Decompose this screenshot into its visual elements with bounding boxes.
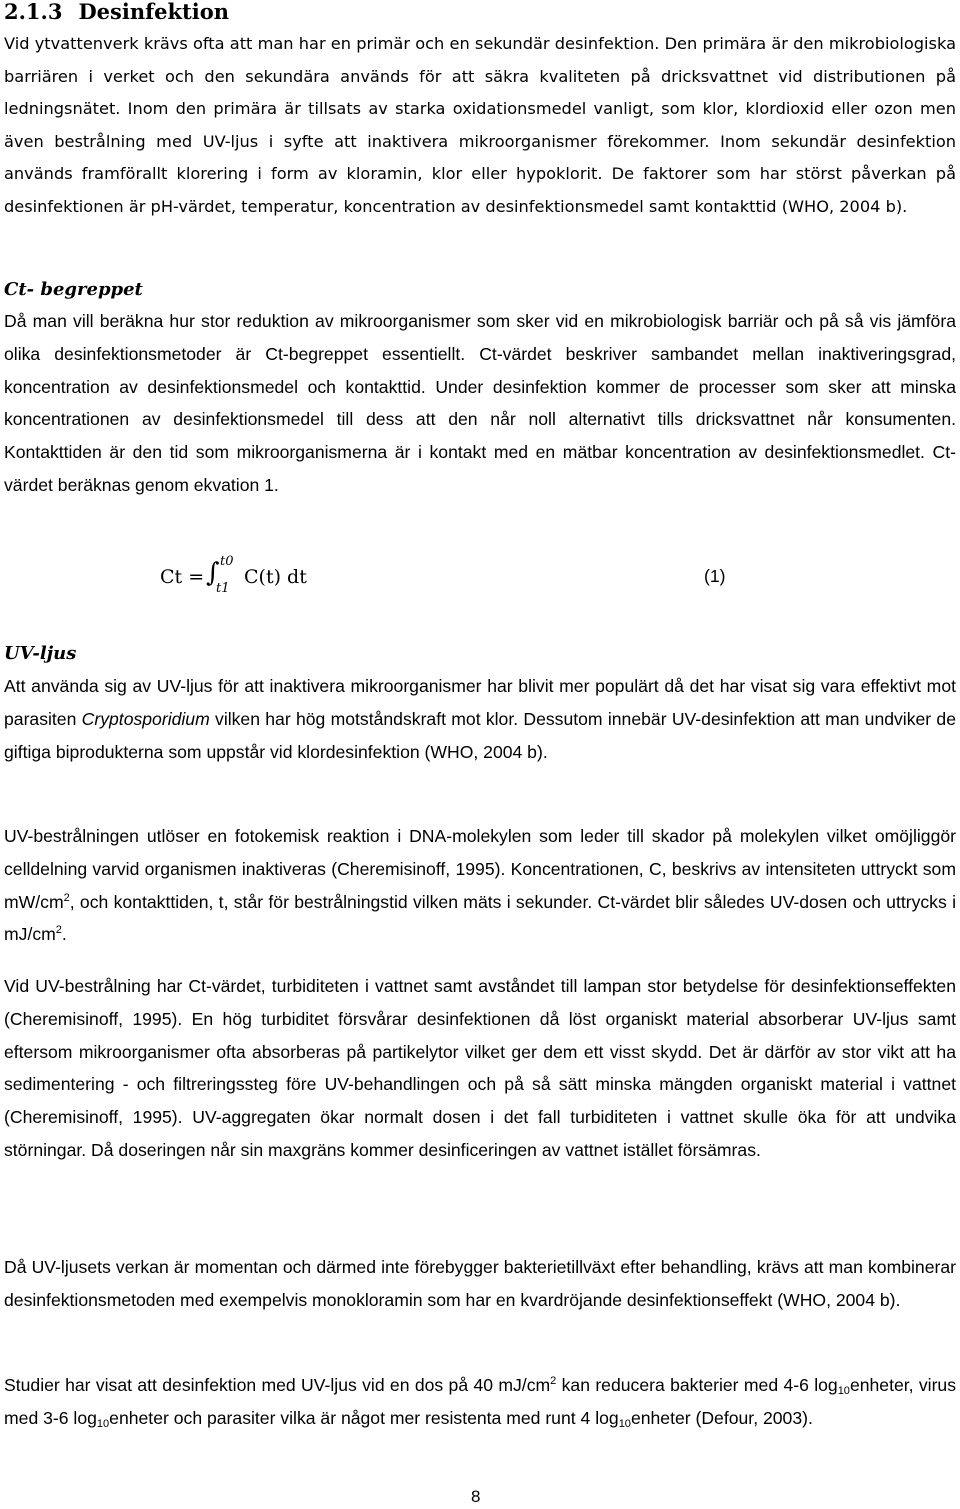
equation-1 <box>160 554 360 604</box>
uv-paragraph-1 <box>4 670 956 768</box>
section-title: Desinfektion <box>78 0 230 24</box>
text-run: kan reducera bakterier med 4-6 log <box>556 1375 838 1395</box>
section-number: 2.1.3 <box>4 0 63 24</box>
uv-paragraph-3: Vid UV-bestrålning har Ct-värdet, turbiditeten i vattnet samt avståndet till lampan stor betydelse för desinfektionseffekten (Cheremisinoff, 1995). En hög turbiditet försvårar desinfektionen då löst organiskt material absorberar UV-ljus samt eftersom mikroorganismer ofta absorberas på partikelytor vilket ger dem ett visst skydd. Det är därför av stor vikt att ha sedimentering - och filtreringssteg före UV-behandlingen och på så sätt minska mängden organiskt material i vattnet (Cheremisinoff, 1995). UV-aggregaten ökar normalt dosen i det fall turbiditeten i vattnet skulle öka för att undvika störningar. Då doseringen når sin maxgräns kommer desinficeringen av vattnet istället försämras. <box>4 976 956 1160</box>
uv-paragraph-5 <box>4 1369 956 1435</box>
superscript: 2 <box>55 924 62 937</box>
section-heading <box>4 0 229 26</box>
text-run: UV-bestrålningen utlöser en fotokemisk reaktion i DNA-molekylen som leder till skador på molekylen vilket omöjliggör celldelning varvid organismen inaktiveras (Cheremisinoff, 1995). Koncentrationen, C, beskrivs av intensiteten uttryckt som mW/cm <box>4 826 956 912</box>
subscript: 10 <box>618 1417 631 1430</box>
superscript: 2 <box>63 891 70 904</box>
ct-paragraph: Då man vill beräkna hur stor reduktion av mikroorganismer som sker vid en mikrobiologisk barriär och på så vis jämföra olika desinfektionsmetoder är Ct-begreppet essentiellt. Ct-värdet beskriver sambandet mellan inaktiveringsgrad, koncentration av desinfektionsmedel och kontakttid. Under desinfektion kommer de processer som sker att minska koncentrationen av desinfektionsmedel till dess att den når noll alternativt tills dricksvattnet når konsumenten. Kontakttiden är den tid som mikroorganismerna är i kontakt med en mätbar koncentration av desinfektionsmedlet. Ct-värdet beräknas genom ekvation 1. <box>4 311 956 495</box>
subscript: 10 <box>837 1385 850 1397</box>
integral-lower-limit: t1 <box>216 581 230 596</box>
text-run: Att använda sig av UV-ljus för att inaktivera mikroorganismer har blivit mer populärt då det har visat sig vara effektivt mot parasiten <box>4 676 956 729</box>
text-run: . <box>61 924 67 945</box>
uv-paragraph-4: Då UV-ljusets verkan är momentan och därmed inte förebygger bakterietillväxt efter behandling, krävs att man kombinerar desinfektionsmetoden med exempelvis monokloramin som har en kvardröjande desinfektionseffekt (WHO, 2004 b). <box>4 1257 956 1310</box>
species-name: Cryptosporidium <box>81 708 210 729</box>
integral-sign: ∫ <box>206 558 220 588</box>
uv-heading: UV-ljus <box>4 643 77 664</box>
page-number: 8 <box>471 1487 481 1506</box>
integral-upper-limit: t0 <box>220 554 234 569</box>
uv-paragraph-2 <box>4 820 956 951</box>
text-run: , och kontakttiden, t, står för bestrålningstid vilken mäts i sekunder. Ct-värdet blir således UV-dosen och uttrycks i mJ/cm <box>4 891 956 945</box>
text-run: enheter och parasiter vilka är något mer resistenta med runt 4 log <box>109 1407 619 1428</box>
integrand: C(t) dt <box>244 566 307 588</box>
subscript: 10 <box>96 1417 110 1430</box>
equation-number: (1) <box>704 566 726 586</box>
text-run: enheter (Defour, 2003). <box>630 1407 813 1428</box>
superscript: 2 <box>550 1375 557 1387</box>
equation-lhs: Ct = <box>160 566 205 588</box>
text-run: vilken har hög motståndskraft mot klor. Dessutom innebär UV-desinfektion att man undviker de giftiga biprodukterna som uppstår vid klordesinfektion (WHO, 2004 b). <box>4 708 956 762</box>
intro-paragraph: Vid ytvattenverk krävs ofta att man har en primär och en sekundär desinfektion. Den primära är den mikrobiologiska barriären i verket och den sekundära används för att säkra kvaliteten på dricksvattnet vid distributionen på ledningsnätet. Inom den primära är tillsats av starka oxidationsmedel vanligt, som klor, klordioxid eller ozon men även bestrålning med UV-ljus i syfte att inaktivera mikroorganismer förekommer. Inom sekundär desinfektion används framförallt klorering i form av kloramin, klor eller hypoklorit. De faktorer som har störst påverkan på desinfektionen är pH-värdet, temperatur, koncentration av desinfektionsmedel samt kontakttid (WHO, 2004 b). <box>4 34 956 216</box>
text-run: enheter, virus med 3-6 log <box>4 1375 957 1428</box>
ct-heading: Ct- begreppet <box>4 279 143 300</box>
text-run: Studier har visat att desinfektion med UV-ljus vid en dos på 40 mJ/cm <box>4 1375 551 1395</box>
